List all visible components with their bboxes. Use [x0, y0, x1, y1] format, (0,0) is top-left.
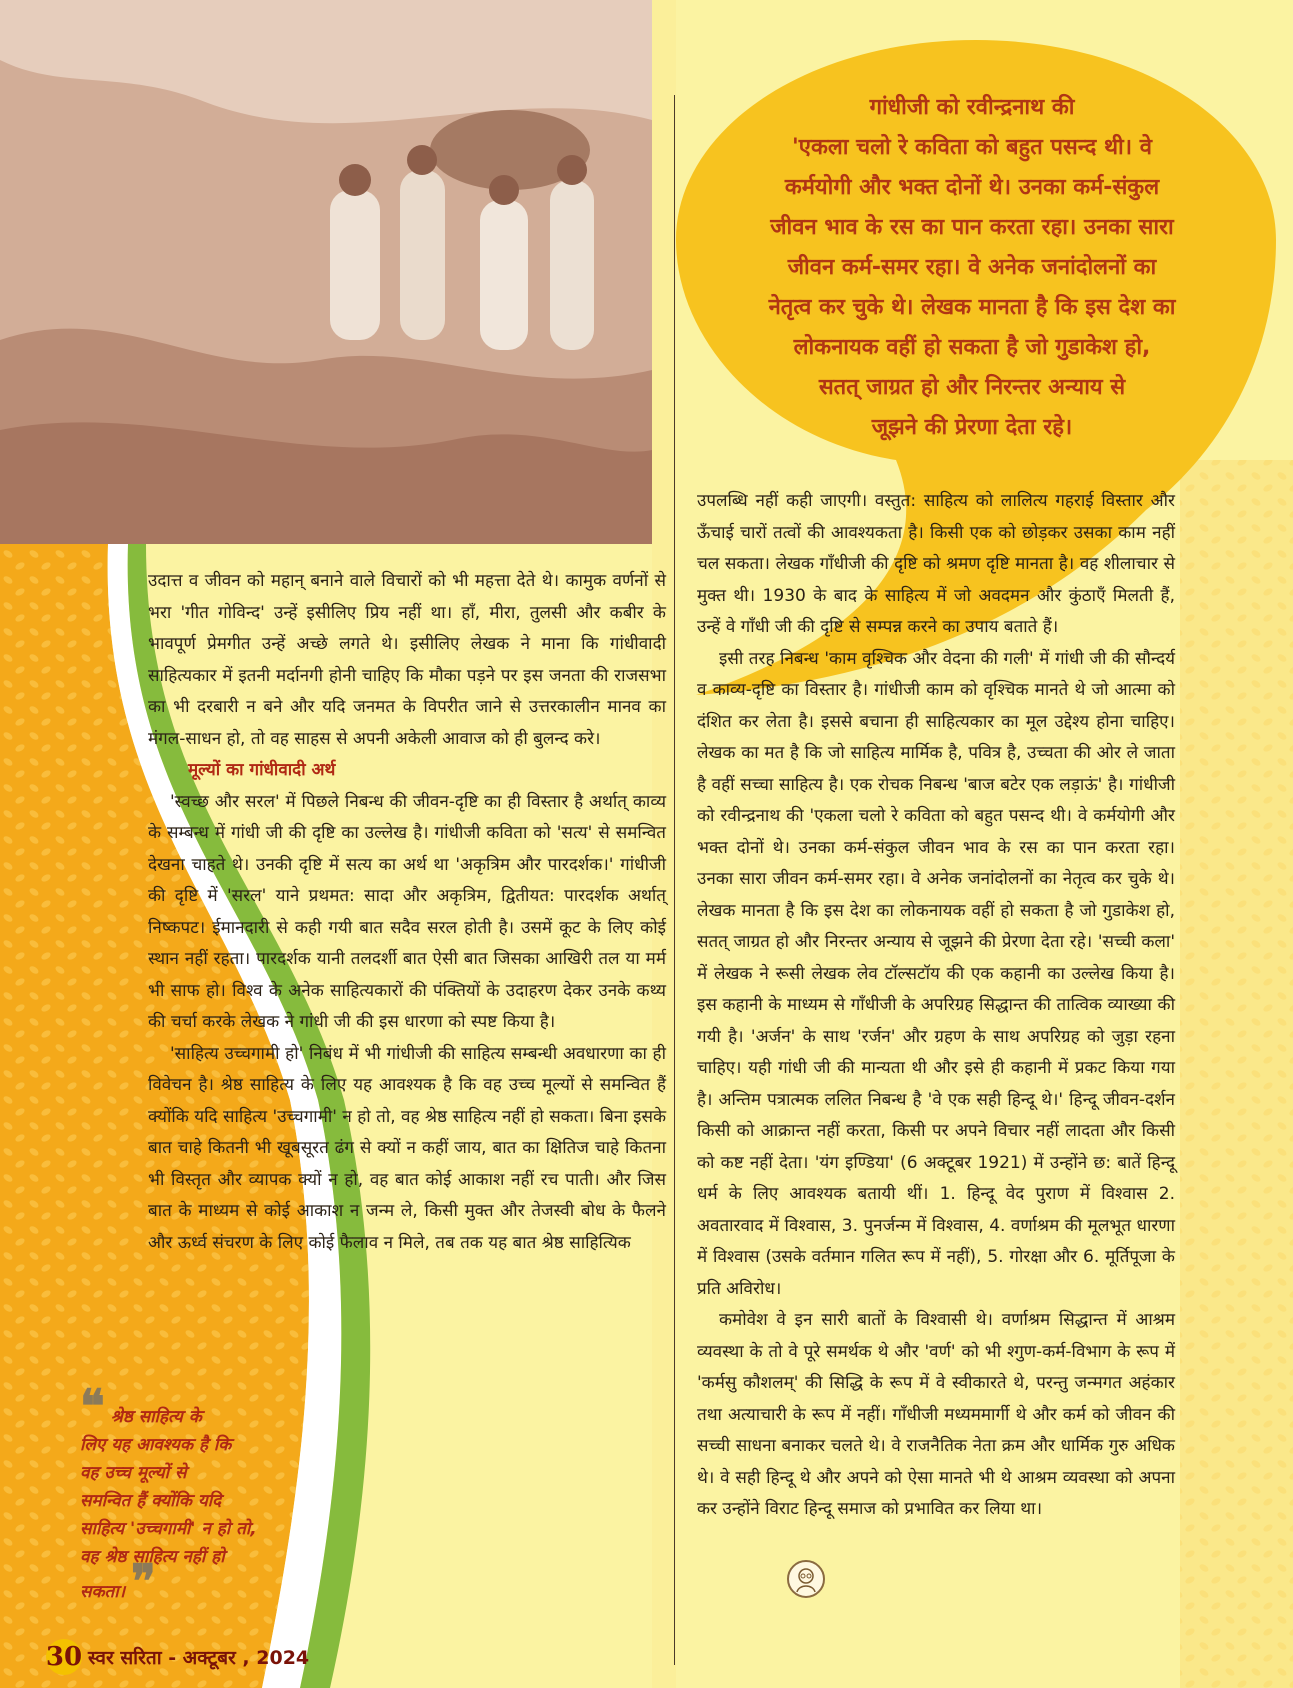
- pull-quote-line: वह उच्च मूल्यों से: [80, 1463, 187, 1483]
- left-paragraph-2: 'स्वच्छ और सरल' में पिछले निबन्ध की जीवन-दृष्टि का ही विस्तार है अर्थात् काव्य के सम्बन्ध में गांधी जी की दृष्टि का उल्लेख है। गांधीजी कविता को 'सत्य' से समन्वित देखना चाहते थे। उनकी दृष्टि में सत्य का अर्थ था 'अकृत्रिम और पारदर्शक।' गांधीजी की दृष्टि में 'सरल' याने प्रथमत: सादा और अकृत्रिम, द्वितीयत: पारदर्शक अर्थात् निष्कपट। ईमानदारी से कही गयी बात सदैव सरल होती है। उसमें कूट के लिए कोई स्थान नहीं रहता। पारदर्शक यानी तलदर्शी बात ऐसी बात जिसका आखिरी तल या मर्म भी साफ हो। विश्व के अनेक साहित्यकारों की पंक्तियों के उदाहरण देकर उनके कथ्य की चर्चा करके लेखक ने गांधी जी की इस धारणा को स्पष्ट किया है।: [148, 791, 666, 1032]
- page-footer: [46, 1640, 309, 1674]
- left-column: [148, 566, 666, 1259]
- page-number: 30: [46, 1639, 82, 1675]
- gandhi-emblem-icon: [787, 1560, 825, 1598]
- right-column: [697, 486, 1175, 1526]
- bubble-line: गांधीजी को रवीन्द्रनाथ की: [869, 95, 1075, 120]
- right-paragraph-1: उपलब्धि नहीं कही जाएगी। वस्तुत: साहित्य को लालित्य गहराई विस्तार और ऊँचाई चारों तत्वों की आवश्यकता है। किसी एक को छोड़कर उसका काम नहीं चल सकता। लेखक गाँधीजी की दृष्टि को श्रमण दृष्टि मानता है। वह शीलाचार से मुक्त थी। 1930 के बाद के साहित्य में जो अवदमन और कुंठाएँ मिलती हैं, उन्हें वे गाँधी जी की दृष्टि से सम्पन्न करने का उपाय बताते हैं।: [697, 491, 1175, 637]
- pull-quote-line: सकता।: [80, 1582, 126, 1602]
- pull-quote-line: साहित्य 'उच्चगामी' न हो तो,: [80, 1519, 257, 1539]
- pull-quote-line: वह श्रेष्ठ साहित्य नहीं हो: [80, 1547, 225, 1567]
- pull-quote-line: समन्वित हैं क्योंकि यदि: [80, 1491, 222, 1511]
- bubble-line: लोकनायक वहीं हो सकता है जो गुडाकेश हो,: [793, 335, 1151, 360]
- left-paragraph-1: उदात्त व जीवन को महान् बनाने वाले विचारों को भी महत्ता देते थे। कामुक वर्णनों से भरा 'गीत गोविन्द' उन्हें इसीलिए प्रिय नहीं था। हाँ, मीरा, तुलसी और कबीर के भावपूर्ण प्रेमगीत उन्हें अच्छे लगते थे। इसीलिए लेखक ने माना कि गांधीवादी साहित्यकार में इतनी मर्दानगी होनी चाहिए कि मौका पड़ने पर इस जनता की राजसभा का भी दरबारी न बने और यदि जनमत के विपरीत जाने से उत्तरकालीन मानव का मंगल-साधन हो, तो वह साहस से अपनी अकेली आवाज को ही बुलन्द करे।: [148, 571, 666, 749]
- bubble-line: कर्मयोगी और भक्त दोनों थे। उनका कर्म-संकुल: [784, 175, 1160, 200]
- left-paragraph-3: 'साहित्य उच्चगामी हो' निबंध में भी गांधीजी की साहित्य सम्बन्धी अवधारणा का ही विवेचन है। श्रेष्ठ साहित्य के लिए यह आवश्यक है कि वह उच्च मूल्यों से समन्वित हैं क्योंकि यदि साहित्य 'उच्चगामी' न हो तो, वह श्रेष्ठ साहित्य नहीं हो सकता। बिना इसके बात चाहे कितनी भी खूबसूरत ढंग से क्यों न कहीं जाय, बात का क्षितिज चाहे कितना भी विस्तृत और व्यापक क्यों न हो, वह बात कोई आकाश नहीं रच पाती। और जिस बात के माध्यम से कोई आकाश न जन्म ले, किसी मुक्त और तेजस्वी बोध के फैलने और ऊर्ध्व संचरण के लिए कोई फैलाव न मिले, तब तक यह बात श्रेष्ठ साहित्यिक: [148, 1043, 666, 1253]
- bubble-line: जीवन भाव के रस का पान करता रहा। उनका सारा: [770, 215, 1174, 240]
- column-divider: [674, 95, 675, 1665]
- magazine-issue-label: स्वर सरिता - अक्टूबर , 2024: [88, 1647, 310, 1669]
- bubble-line: जूझने की प्रेरणा देता रहे।: [871, 415, 1073, 440]
- pull-quote: [80, 1379, 280, 1608]
- historical-photo: [0, 0, 652, 544]
- right-paragraph-3: कमोवेश वे इन सारी बातों के विश्वासी थे। वर्णाश्रम सिद्धान्त में आश्रम व्यवस्था के तो वे पूरे समर्थक थे और 'वर्ण' को भी श्गुण-कर्म-विभाग के रूप में 'कर्मसु कौशलम्' की सिद्धि के रूप में वे स्वीकारते थे, परन्तु जन्मगत अहंकार तथा अत्याचारी के रूप में नहीं। गाँधीजी मध्यममार्गी थे और कर्म को जीवन की सच्ची साधना बनाकर चलते थे। वे राजनैतिक नेता क्रम और धार्मिक गुरु अधिक थे। वे सही हिन्दू थे और अपने को ऐसा मानते भी थे आश्रम व्यवस्था को अपना कर उन्होंने विराट हिन्दू समाज को प्रभावित कर लिया था।: [697, 1310, 1175, 1519]
- open-quote-icon: ❝: [80, 1379, 105, 1433]
- pull-quote-line: लिए यह आवश्यक है कि: [80, 1435, 232, 1455]
- bubble-line: 'एकला चलो रे कविता को बहुत पसन्द थी। वे: [792, 135, 1152, 160]
- bubble-line: जीवन कर्म-समर रहा। वे अनेक जनांदोलनों का: [787, 255, 1157, 280]
- right-paragraph-2: इसी तरह निबन्ध 'काम वृश्चिक और वेदना की गली' में गांधी जी की सौन्दर्य व काव्य-दृष्टि का विस्तार है। गांधीजी काम को वृश्चिक मानते थे जो आत्मा को दंशित कर लेता है। इससे बचाना ही साहित्यकार का मूल उद्देश्य होना चाहिए। लेखक का मत है कि जो साहित्य मार्मिक है, पवित्र है, उच्चता की ओर ले जाता है वहीं सच्चा साहित्य है। एक रोचक निबन्ध 'बाज बटेर एक लड़ाऊं' है। गांधीजी को रवीन्द्रनाथ की 'एकला चलो रे कविता को बहुत पसन्द थी। वे कर्मयोगी और भक्त दोनों थे। उनका कर्म-संकुल जीवन भाव के रस का पान करता रहा। उनका सारा जीवन कर्म-समर रहा। वे अनेक जनांदोलनों का नेतृत्व कर चुके थे। लेखक मानता है कि इस देश का लोकनायक वहीं हो सकता है जो गुडाकेश हो, सतत् जाग्रत हो और निरन्तर अन्याय से जूझने की प्रेरणा देता रहे। 'सच्ची कला' में लेखक ने रूसी लेखक लेव टॉल्सटॉय की एक कहानी का उल्लेख किया है। इस कहानी के माध्यम से गाँधीजी के अपरिग्रह सिद्धान्त की तात्विक व्याख्या की गयी है। 'अर्जन' के साथ 'रर्जन' और ग्रहण के साथ अपरिग्रह को जुड़ा रहना चाहिए। यही गांधी जी की मान्यता थी और इसे ही कहानी में प्रकट किया गया है। अन्तिम पत्रात्मक ललित निबन्ध है 'वे एक सही हिन्दू थे।' हिन्दू जीवन-दर्शन किसी को आक्रान्त नहीं करता, किसी पर अपने विचार नहीं लादता और किसी को कष्ट नहीं देता। 'यंग इण्डिया' (6 अक्टूबर 1921) में उन्होंने छ: बातें हिन्दू धर्म के लिए आवश्यक बतायी थीं। 1. हिन्दू वेद पुराण में विश्वास 2. अवतारवाद में विश्वास, 3. पुनर्जन्म में विश्वास, 4. वर्णाश्रम की मूलभूत धारणा में विश्वास (उसके वर्तमान गलित रूप में नहीं), 5. गोरक्षा और 6. मूर्तिपूजा के प्रति अविरोध।: [697, 648, 1175, 1299]
- bubble-quote-text: [712, 88, 1232, 448]
- bubble-line: सतत् जाग्रत हो और निरन्तर अन्याय से: [818, 375, 1126, 400]
- bubble-line: नेतृत्व कर चुके थे। लेखक मानता है कि इस देश का: [768, 295, 1176, 320]
- close-quote-icon: ❞: [131, 1554, 156, 1608]
- pull-quote-line: श्रेष्ठ साहित्य के: [110, 1407, 202, 1427]
- section-subheading: मूल्यों का गांधीवादी अर्थ: [188, 760, 336, 780]
